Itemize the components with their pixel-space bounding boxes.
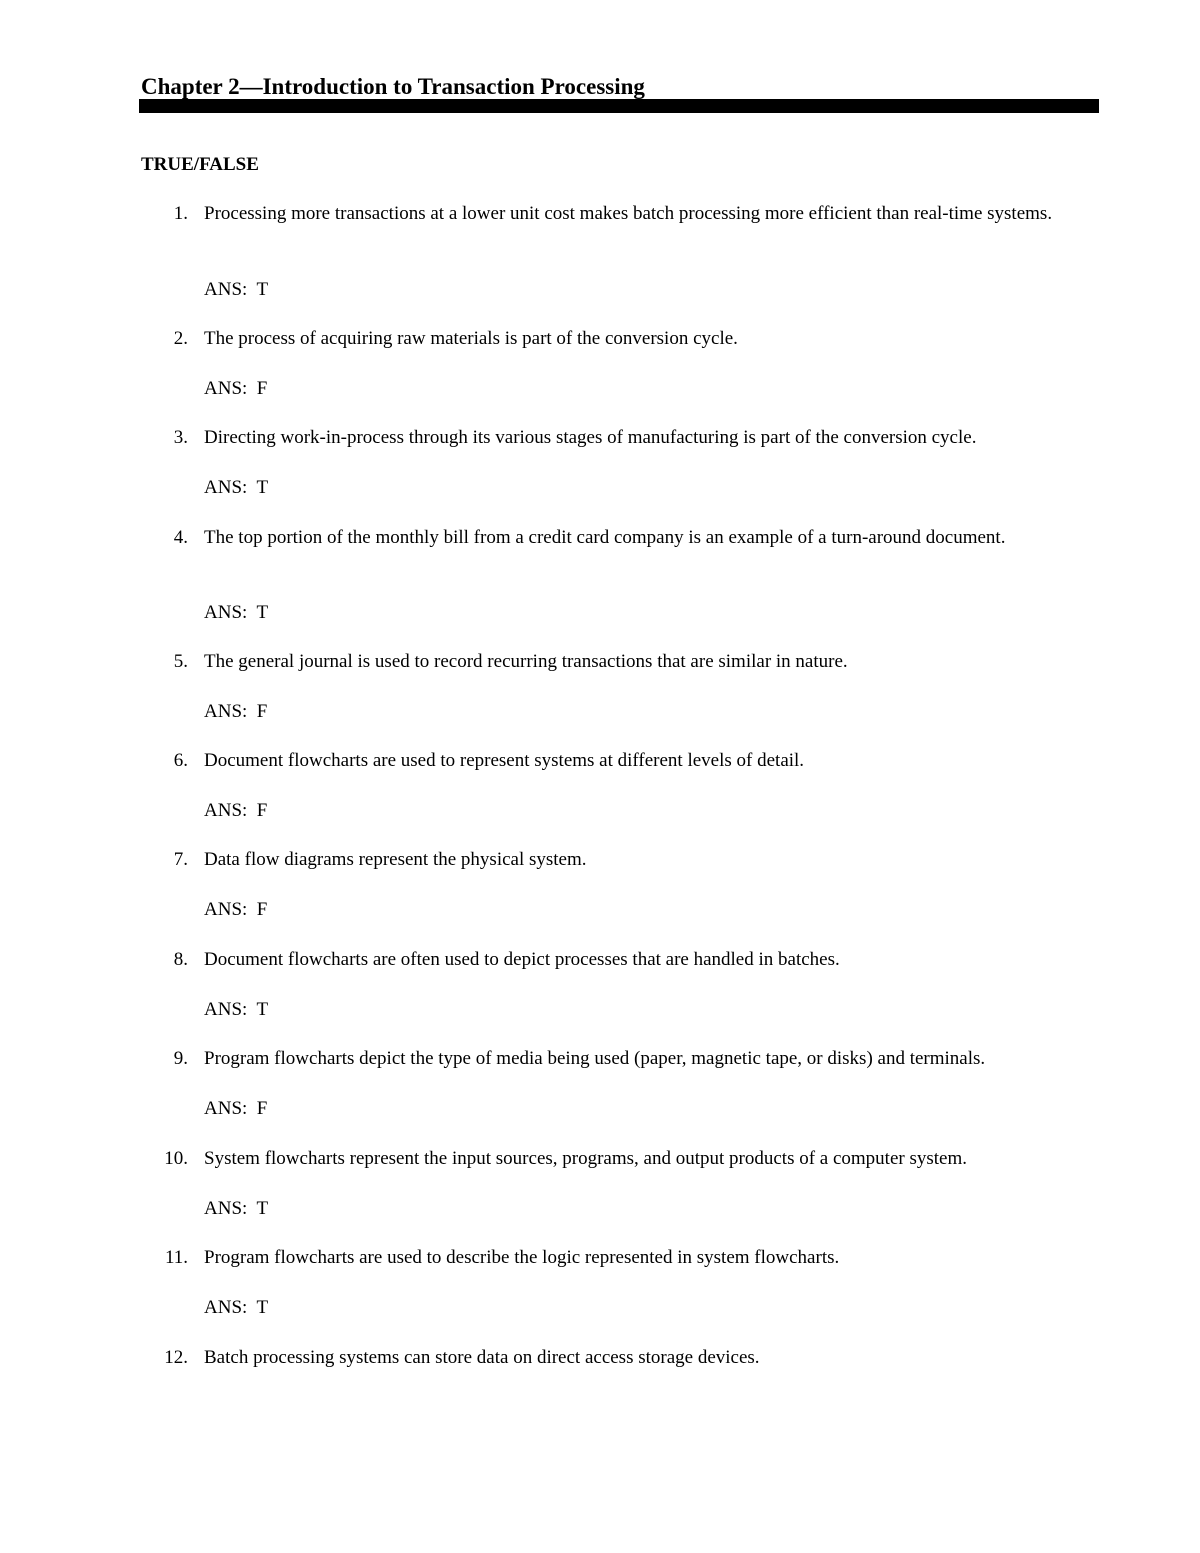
question-number: 5. bbox=[173, 651, 188, 672]
question-text: Data flow diagrams represent the physical system. bbox=[204, 849, 587, 870]
chapter-title: Chapter 2—Introduction to Transaction Processing bbox=[141, 74, 645, 99]
title-rule bbox=[139, 99, 1099, 113]
question-answer: ANS: T bbox=[204, 1297, 269, 1318]
question-answer: ANS: F bbox=[204, 1098, 268, 1119]
question-answer: ANS: F bbox=[204, 800, 268, 821]
question-answer: ANS: T bbox=[204, 602, 269, 623]
question-answer: ANS: T bbox=[204, 279, 269, 300]
question-number: 6. bbox=[173, 750, 188, 771]
question-text: Document flowcharts are used to represent systems at different levels of detail. bbox=[204, 750, 805, 771]
question-number: 7. bbox=[173, 849, 188, 870]
question-text: Document flowcharts are often used to depict processes that are handled in batches. bbox=[204, 949, 840, 970]
question-number: 11. bbox=[164, 1247, 188, 1268]
section-heading: TRUE/FALSE bbox=[141, 154, 259, 175]
question-text: Directing work-in-process through its various stages of manufacturing is part of the conversion cycle. bbox=[204, 427, 977, 448]
question-number: 12. bbox=[164, 1347, 188, 1368]
question-answer: ANS: T bbox=[204, 999, 269, 1020]
question-number: 8. bbox=[173, 949, 188, 970]
question-answer: ANS: T bbox=[204, 477, 269, 498]
question-text: The process of acquiring raw materials is part of the conversion cycle. bbox=[204, 328, 738, 349]
question-text: Processing more transactions at a lower unit cost makes batch processing more efficient than real-time systems. bbox=[204, 203, 1053, 224]
question-text: Program flowcharts are used to describe the logic represented in system flowcharts. bbox=[204, 1247, 840, 1268]
question-number: 9. bbox=[173, 1048, 188, 1069]
question-number: 2. bbox=[173, 328, 188, 349]
question-text: System flowcharts represent the input sources, programs, and output products of a computer system. bbox=[204, 1148, 967, 1169]
question-answer: ANS: F bbox=[204, 378, 268, 399]
question-text: Batch processing systems can store data on direct access storage devices. bbox=[204, 1347, 760, 1368]
question-number: 1. bbox=[173, 203, 188, 224]
question-number: 10. bbox=[164, 1148, 188, 1169]
question-answer: ANS: F bbox=[204, 701, 268, 722]
question-text: Program flowcharts depict the type of media being used (paper, magnetic tape, or disks) and terminals. bbox=[204, 1048, 986, 1069]
question-number: 3. bbox=[173, 427, 188, 448]
question-text: The general journal is used to record recurring transactions that are similar in nature. bbox=[204, 651, 848, 672]
question-number: 4. bbox=[173, 527, 188, 548]
question-answer: ANS: T bbox=[204, 1198, 269, 1219]
question-answer: ANS: F bbox=[204, 899, 268, 920]
question-text: The top portion of the monthly bill from a credit card company is an example of a turn-around document. bbox=[204, 527, 1006, 548]
